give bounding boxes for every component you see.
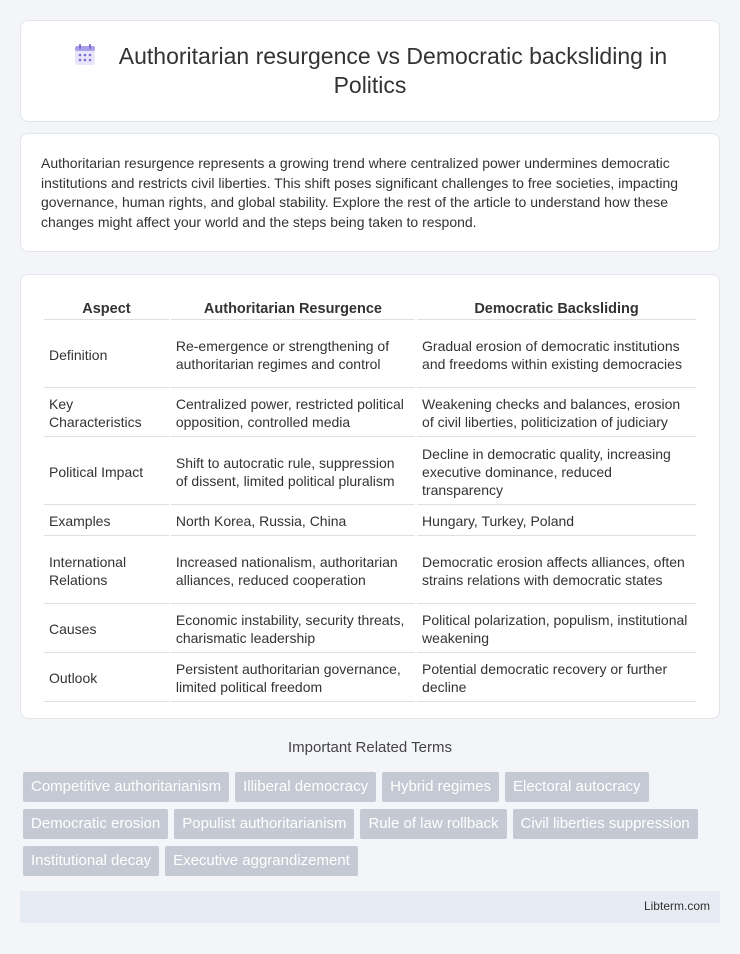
related-term-tag[interactable]: Democratic erosion — [23, 809, 168, 839]
footer — [20, 891, 720, 923]
row-authoritarian: Economic instability, security threats, charismatic leadership — [171, 606, 415, 653]
table-row — [44, 507, 696, 536]
related-term-tag[interactable]: Illiberal democracy — [235, 772, 376, 802]
related-terms-list — [23, 772, 723, 876]
header-aspect: Aspect — [44, 297, 169, 320]
related-term-tag[interactable]: Civil liberties suppression — [513, 809, 698, 839]
table-row — [44, 606, 696, 653]
row-aspect: Outlook — [44, 655, 169, 702]
row-democratic: Potential democratic recovery or further decline — [417, 655, 696, 702]
header-authoritarian: Authoritarian Resurgence — [171, 297, 415, 320]
related-term-tag[interactable]: Institutional decay — [23, 846, 159, 876]
table-row — [44, 390, 696, 437]
comparison-table-card — [20, 274, 720, 719]
row-democratic: Gradual erosion of democratic institutions and freedoms within existing democracies — [417, 322, 696, 388]
page-title: Authoritarian resurgence vs Democratic backsliding in Politics — [118, 43, 668, 98]
row-aspect: Causes — [44, 606, 169, 653]
row-democratic: Democratic erosion affects alliances, often strains relations with democratic states — [417, 538, 696, 604]
row-democratic: Political polarization, populism, institutional weakening — [417, 606, 696, 653]
row-authoritarian: Persistent authoritarian governance, limited political freedom — [171, 655, 415, 702]
row-authoritarian: Shift to autocratic rule, suppression of dissent, limited political pluralism — [171, 439, 415, 505]
table-row — [44, 322, 696, 388]
row-aspect: International Relations — [44, 538, 169, 604]
calendar-list-icon — [73, 43, 97, 67]
table-row — [44, 655, 696, 702]
row-democratic: Decline in democratic quality, increasing executive dominance, reduced transparency — [417, 439, 696, 505]
row-aspect: Key Characteristics — [44, 390, 169, 437]
table-row — [44, 439, 696, 505]
intro-card — [20, 133, 720, 252]
intro-paragraph: Authoritarian resurgence represents a growing trend where centralized power undermines democratic institutions and restricts civil liberties. This shift poses significant challenges to free societies, impacting governance, human rights, and global stability. Explore the rest of the article to understand how these changes might affect your world and the steps being taken to respond. — [41, 155, 679, 230]
related-term-tag[interactable]: Populist authoritarianism — [174, 809, 354, 839]
row-authoritarian: Increased nationalism, authoritarian alliances, reduced cooperation — [171, 538, 415, 604]
row-democratic: Weakening checks and balances, erosion of civil liberties, politicization of judiciary — [417, 390, 696, 437]
footer-site-link[interactable]: Libterm.com — [643, 899, 710, 913]
row-authoritarian: North Korea, Russia, China — [171, 507, 415, 536]
related-term-tag[interactable]: Hybrid regimes — [382, 772, 499, 802]
header-democratic: Democratic Backsliding — [417, 297, 696, 320]
table-row — [44, 538, 696, 604]
table-header-row — [44, 297, 696, 320]
row-aspect: Political Impact — [44, 439, 169, 505]
page-title-wrap — [61, 42, 679, 100]
related-term-tag[interactable]: Executive aggrandizement — [165, 846, 358, 876]
row-aspect: Definition — [44, 322, 169, 388]
row-aspect: Examples — [44, 507, 169, 536]
related-term-tag[interactable]: Rule of law rollback — [360, 809, 506, 839]
row-authoritarian: Re-emergence or strengthening of authoritarian regimes and control — [171, 322, 415, 388]
title-card — [20, 20, 720, 122]
related-terms-heading: Important Related Terms — [288, 739, 452, 756]
row-democratic: Hungary, Turkey, Poland — [417, 507, 696, 536]
row-authoritarian: Centralized power, restricted political opposition, controlled media — [171, 390, 415, 437]
comparison-table — [42, 295, 698, 704]
related-term-tag[interactable]: Electoral autocracy — [505, 772, 649, 802]
related-term-tag[interactable]: Competitive authoritarianism — [23, 772, 229, 802]
